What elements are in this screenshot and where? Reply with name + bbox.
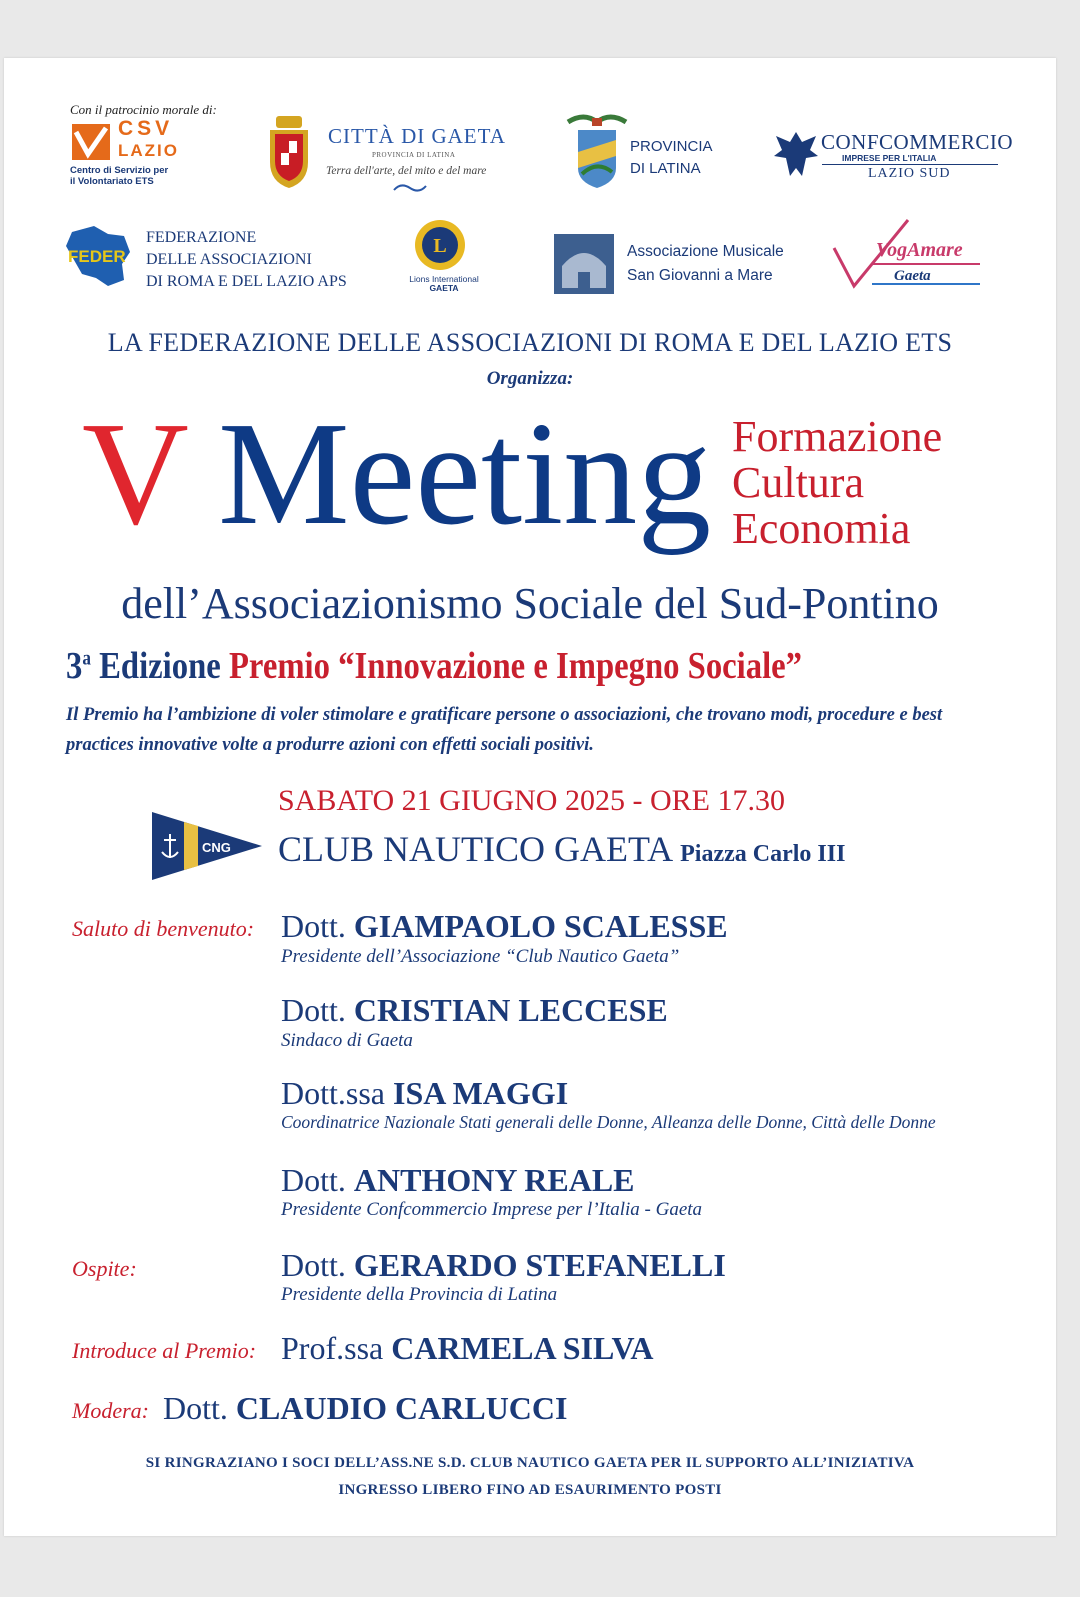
gaeta-wave-icon xyxy=(392,182,428,194)
latina-logo-text xyxy=(630,136,713,180)
edition-word: Edizione xyxy=(99,645,221,687)
lions-line2: GAETA xyxy=(429,283,459,293)
organizer-heading: LA FEDERAZIONE DELLE ASSOCIAZIONI DI ROMA E DEL LAZIO ETS xyxy=(107,328,953,357)
speaker-title: Dott. xyxy=(163,1390,228,1426)
speaker-description: Sindaco di Gaeta xyxy=(281,1030,413,1051)
speaker-name xyxy=(281,1075,568,1112)
speaker-fullname: CARMELA SILVA xyxy=(391,1330,654,1366)
patronage-label: Con il patrocinio morale di: xyxy=(70,102,217,117)
speaker-fullname: CRISTIAN LECCESE xyxy=(353,992,668,1028)
speaker-name xyxy=(281,1330,654,1367)
feder-line2: DELLE ASSOCIAZIONI xyxy=(146,251,312,268)
speaker-name xyxy=(281,1247,726,1284)
speaker-name xyxy=(281,908,728,945)
speaker-description: Presidente della Provincia di Latina xyxy=(281,1284,558,1305)
vogamare-city-text: Gaeta xyxy=(894,268,931,284)
csv-logo-icon xyxy=(72,124,110,160)
speaker-title: Dott. xyxy=(281,1247,346,1283)
speaker-name xyxy=(281,992,668,1029)
event-venue xyxy=(278,828,845,870)
organizza-label: Organizza: xyxy=(486,368,574,389)
speaker-name xyxy=(281,1162,635,1199)
speaker-title: Dott. xyxy=(281,992,346,1028)
speaker-fullname: ISA MAGGI xyxy=(393,1075,569,1111)
speaker-fullname: GIAMPAOLO SCALESSE xyxy=(353,908,728,944)
csv-subtitle xyxy=(70,165,168,187)
csv-sub-line2: il Volontariato ETS xyxy=(70,176,154,187)
feder-line3: DI ROMA E DEL LAZIO APS xyxy=(146,273,347,290)
meeting-title: Meeting xyxy=(218,392,712,556)
role-moderator: Modera: xyxy=(72,1398,149,1423)
confcommercio-divider xyxy=(822,164,998,165)
speaker-description: Presidente Confcommercio Imprese per l’Italia - Gaeta xyxy=(281,1199,703,1220)
theme-economia: Economia xyxy=(732,504,911,553)
latina-emblem-icon xyxy=(564,112,630,190)
confcommercio-title: CONFCOMMERCIO xyxy=(821,130,1014,154)
latina-line1: PROVINCIA xyxy=(630,138,713,155)
confcommercio-region: LAZIO SUD xyxy=(868,166,951,181)
speaker-title: Dott.ssa xyxy=(281,1075,385,1111)
lions-logo-icon xyxy=(414,219,466,271)
feder-lazio-map-icon xyxy=(64,224,136,292)
feder-line1: FEDERAZIONE xyxy=(146,229,257,246)
gaeta-crest-icon xyxy=(264,114,314,190)
csv-sub-line1: Centro di Servizio per xyxy=(70,165,169,176)
gaeta-logo-title: CITTÀ DI GAETA xyxy=(328,124,506,148)
speaker-name xyxy=(163,1390,567,1427)
edition-number: 3 xyxy=(66,645,83,687)
venue-name: CLUB NAUTICO GAETA xyxy=(278,829,672,869)
speaker-title: Prof.ssa xyxy=(281,1330,384,1366)
feder-mark-text: FEDER xyxy=(68,247,126,266)
speaker-description: Presidente dell’Associazione “Club Nautico Gaeta” xyxy=(281,946,680,967)
csv-title-line1: CSV xyxy=(118,117,174,140)
award-description: Il Premio ha l’ambizione di voler stimolare e gratificare persone o associazioni, che trovano modi, procedure e best practices innovative volte a produrre azioni con effetti sociali positivi. xyxy=(66,705,943,755)
musicale-line2: San Giovanni a Mare xyxy=(627,267,773,284)
confcommercio-subtitle: IMPRESE PER L'ITALIA xyxy=(842,153,937,163)
vogamare-logo-icon xyxy=(832,218,984,290)
role-welcome: Saluto di benvenuto: xyxy=(72,916,255,941)
csv-title-line2: LAZIO xyxy=(118,141,179,160)
footer-entry: INGRESSO LIBERO FINO AD ESAURIMENTO POSTI xyxy=(338,1482,722,1498)
csv-logo-title xyxy=(118,118,179,162)
role-guest: Ospite: xyxy=(72,1256,137,1281)
speaker-fullname: GERARDO STEFANELLI xyxy=(353,1247,726,1283)
edition-numeral: V xyxy=(82,392,189,556)
role-introduce: Introduce al Premio: xyxy=(72,1338,257,1363)
speaker-description: Coordinatrice Nazionale Stati generali delle Donne, Alleanza delle Donne, Città delle Donne xyxy=(281,1112,936,1132)
gaeta-logo-motto: Terra dell'arte, del mito e del mare xyxy=(326,165,487,177)
theme-list xyxy=(732,414,942,552)
lions-line1: Lions International xyxy=(409,274,479,284)
event-datetime: SABATO 21 GIUGNO 2025 - ORE 17.30 xyxy=(278,784,785,817)
vogamare-name-text: VogAmare xyxy=(876,239,963,261)
musicale-logo-text xyxy=(627,240,784,288)
church-photo-icon xyxy=(554,234,614,294)
venue-address: Piazza Carlo III xyxy=(680,841,846,867)
edition-superscript: a xyxy=(82,647,91,670)
latina-line2: DI LATINA xyxy=(630,160,701,177)
musicale-line1: Associazione Musicale xyxy=(627,243,784,260)
theme-cultura: Cultura xyxy=(732,458,864,507)
confcommercio-eagle-icon xyxy=(772,128,820,180)
gaeta-logo-province: PROVINCIA DI LATINA xyxy=(372,151,456,159)
award-name: Premio “Innovazione e Impegno Sociale” xyxy=(228,645,803,687)
lions-logo-text xyxy=(400,275,488,293)
svg-text:L: L xyxy=(433,235,447,257)
theme-formazione: Formazione xyxy=(732,412,943,461)
speaker-fullname: ANTHONY REALE xyxy=(353,1162,635,1198)
cng-burgee-icon xyxy=(152,812,262,880)
edition-line xyxy=(66,644,802,688)
cng-burgee-text: CNG xyxy=(202,840,231,855)
feder-logo-text xyxy=(146,227,347,293)
meeting-subtitle: dell’Associazionismo Sociale del Sud-Pontino xyxy=(121,579,939,628)
footer-notes xyxy=(0,1450,1060,1504)
footer-thanks: SI RINGRAZIANO I SOCI DELL’ASS.NE S.D. CLUB NAUTICO GAETA PER IL SUPPORTO ALL’INIZIATIVA xyxy=(145,1455,915,1471)
speaker-title: Dott. xyxy=(281,1162,346,1198)
speaker-fullname: CLAUDIO CARLUCCI xyxy=(235,1390,568,1426)
speaker-title: Dott. xyxy=(281,908,346,944)
